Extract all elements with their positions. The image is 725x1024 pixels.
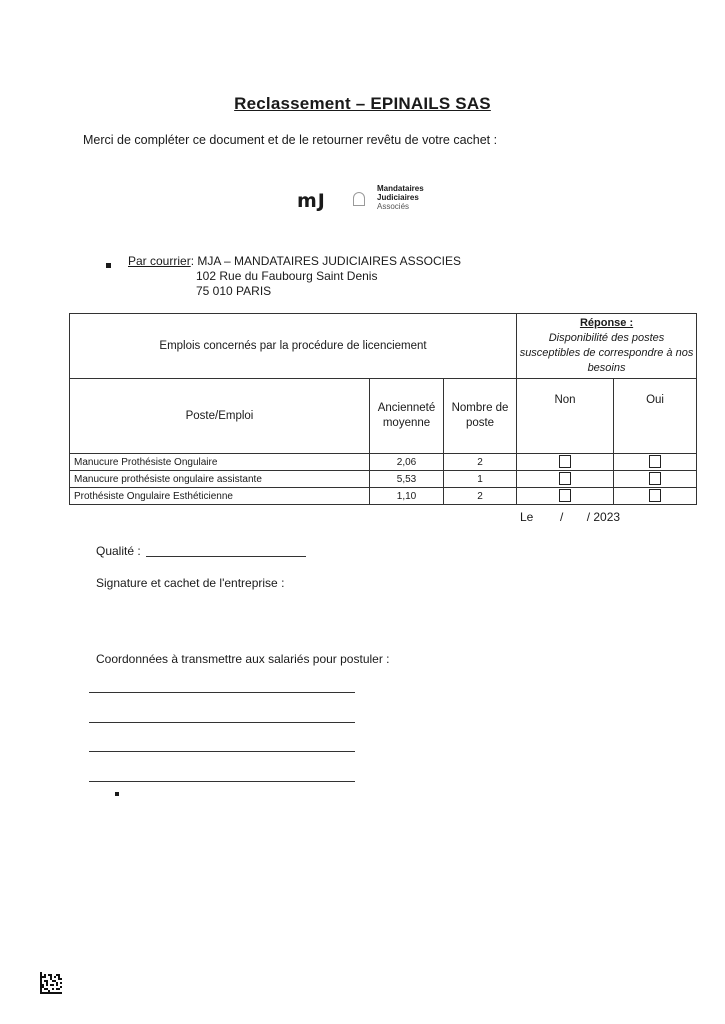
address-label: Par courrier (128, 254, 191, 268)
checkbox-yes[interactable] (649, 455, 661, 468)
jobs-header: Emplois concernés par la procédure de licenciement (70, 314, 517, 379)
coordonnees-line-1[interactable] (89, 692, 355, 693)
address-block (128, 254, 461, 299)
bullet-dot-icon (115, 792, 119, 796)
logo-words (377, 184, 424, 211)
col-yes-header: Oui (614, 379, 697, 454)
address-name: : MJA – MANDATAIRES JUDICIAIRES ASSOCIES (190, 254, 461, 268)
col-post-header: Poste/Emploi (70, 379, 370, 454)
intro-text: Merci de compléter ce document et de le retourner revêtu de votre cachet : (83, 133, 498, 147)
col-seniority-header: Ancienneté moyenne (370, 379, 444, 454)
date-line: Le / / 2023 (520, 510, 621, 524)
coordonnees-line-3[interactable] (89, 751, 355, 752)
row-post: Manucure Prothésiste Ongulaire (70, 454, 370, 471)
row-post: Manucure prothésiste ongulaire assistante (70, 471, 370, 488)
address-city: 75 010 PARIS (196, 284, 272, 298)
row-seniority: 5,53 (370, 471, 444, 488)
col-no-header: Non (517, 379, 614, 454)
logo-building-icon (353, 192, 365, 206)
row-post: Prothésiste Ongulaire Esthéticienne (70, 488, 370, 505)
checkbox-no[interactable] (559, 489, 571, 502)
response-header (517, 314, 697, 379)
checkbox-no[interactable] (559, 472, 571, 485)
address-street: 102 Rue du Faubourg Saint Denis (196, 269, 378, 283)
qualite-label: Qualité : (96, 544, 141, 558)
logo-line-1: Mandataires (377, 184, 424, 193)
coordonnees-line-2[interactable] (89, 722, 355, 723)
checkbox-yes[interactable] (649, 489, 661, 502)
table-row (70, 454, 697, 471)
coordonnees-line-4[interactable] (89, 781, 355, 782)
signature-label: Signature et cachet de l'entreprise : (96, 576, 285, 590)
table-row (70, 488, 697, 505)
row-count: 1 (444, 471, 517, 488)
logo-mark: mJ (297, 190, 326, 212)
bullet-icon (106, 263, 111, 268)
response-title: Réponse : (579, 317, 634, 329)
coordonnees-label: Coordonnées à transmettre aux salariés pour postuler : (96, 652, 390, 666)
logo-line-3: Associés (377, 202, 410, 211)
row-count: 2 (444, 488, 517, 505)
response-subtitle: Disponibilité des postes susceptibles de correspondre à nos besoins (519, 332, 694, 374)
checkbox-yes[interactable] (649, 472, 661, 485)
document-title: Reclassement – EPINAILS SAS (234, 94, 491, 113)
qualite-field[interactable] (146, 556, 306, 557)
col-count-header: Nombre de poste (444, 379, 517, 454)
row-count: 2 (444, 454, 517, 471)
datamatrix-code-icon (40, 972, 62, 994)
logo-line-2: Judiciaires (377, 193, 419, 202)
jobs-table (69, 313, 697, 505)
row-seniority: 2,06 (370, 454, 444, 471)
table-row (70, 471, 697, 488)
checkbox-no[interactable] (559, 455, 571, 468)
row-seniority: 1,10 (370, 488, 444, 505)
